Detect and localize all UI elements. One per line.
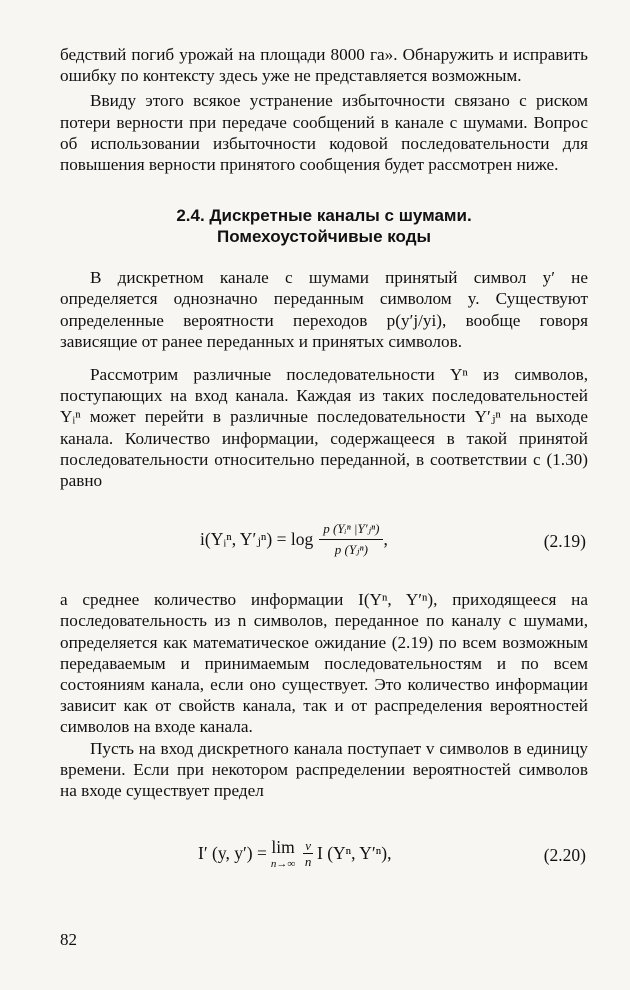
section-title: [60, 205, 588, 247]
paragraph-2: Ввиду этого всякое устранение избыточности связано с риском потери верности при передаче сообщений в канале с шумами. Вопрос об использовании избыточности кодовой последовательности для повышения верности принятого сообщения будет рассмотрен ниже.: [60, 91, 588, 175]
formula2-frac-denominator: n: [304, 853, 312, 869]
paragraph-4: Рассмотрим различные последовательности Yⁿ из символов, поступающих на вход канала. Каждая из таких последовательностей Yᵢⁿ может перейти в различные последовательности Y′ⱼⁿ на выходе канала. Количество информации, содержащееся в такой принятой последовательности относительно переданной, в соответствии с (1.30) равно: [60, 365, 588, 491]
page-number: 82: [60, 930, 77, 949]
formula1-number: (2.19): [543, 531, 586, 552]
formula2-lim-subscript: n→∞: [270, 858, 296, 871]
formula1-numerator: p (Yᵢⁿ |Y′ⱼⁿ): [319, 521, 383, 540]
formula2-limit: [271, 837, 295, 870]
formula1-fraction: [319, 521, 383, 558]
paragraph-5: а среднее количество информации I(Yⁿ, Y′ⁿ), приходящееся на последовательность из n символов, переданное по каналу с шумами, определяется как математическое ожидание (2.19) по всем возможным передаваемым и принимаемым последовательностям и по всем состояниям канала, если оно существует. Это количество информации зависит как от свойств канала, так и от распределения вероятностей символов на входе канала.: [60, 590, 588, 737]
paragraph-3: В дискретном канале с шумами принятый символ y′ не определяется однозначно переданным символом y. Существуют определенные вероятности переходов p(y′j/yi), вообще говоря зависящие от ранее переданных и принятых символов.: [60, 268, 588, 351]
formula2-rhs: I (Yⁿ, Y′ⁿ),: [317, 843, 392, 864]
formula2-number: (2.20): [543, 845, 586, 866]
formula-2-20: [60, 801, 588, 901]
formula2-fraction: [303, 839, 313, 869]
formula1-lhs: i(Yᵢⁿ, Y′ⱼⁿ) = log: [200, 529, 314, 550]
section-title-line-2: Помехоустойчивые коды: [216, 227, 432, 247]
formula-2-19: [60, 491, 588, 589]
formula2-lim-word: lim: [271, 837, 295, 858]
formula1-denominator: p (Yⱼⁿ): [334, 542, 368, 558]
formula1-tail: ,: [383, 529, 388, 550]
paragraph-6: Пусть на вход дискретного канала поступает v символов в единицу времени. Если при некотором распределении вероятностей символов на входе существует предел: [60, 738, 588, 801]
page-text: [60, 44, 588, 901]
formula2-frac-numerator: v: [305, 837, 311, 853]
paragraph-1: бедствий погиб урожай на площади 8000 га». Обнаружить и исправить ошибку по контексту здесь уже не представляется возможным.: [60, 45, 588, 86]
section-title-line-1: 2.4. Дискретные каналы с шумами.: [176, 206, 472, 226]
formula2-lhs: I′ (y, y′) =: [198, 843, 267, 864]
